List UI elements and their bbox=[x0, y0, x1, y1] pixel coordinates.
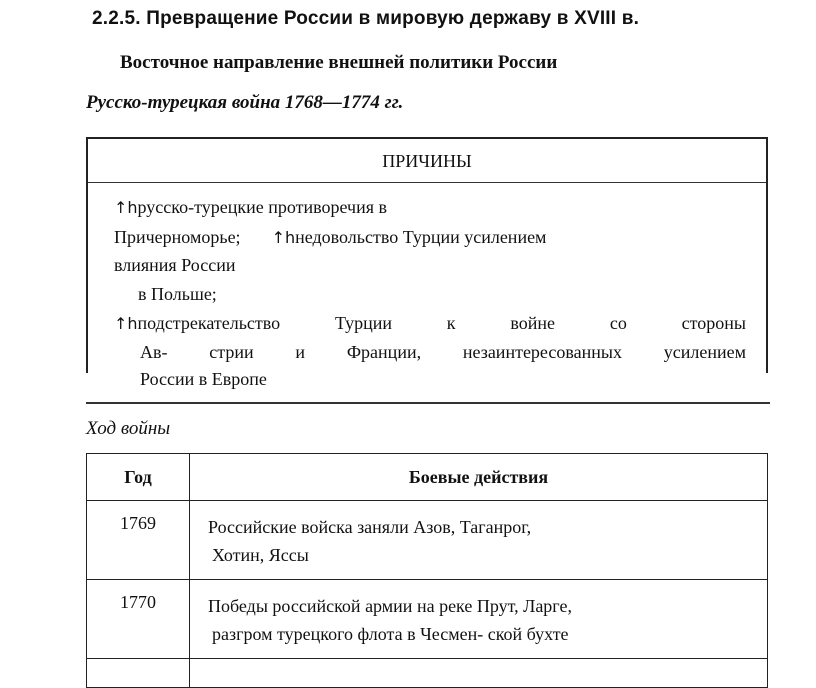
course-title: Ход войны bbox=[86, 418, 171, 439]
actions-line: разгром турецкого флота в Чесмен- ской бухте bbox=[212, 624, 569, 644]
actions-line: Хотин, Яссы bbox=[212, 545, 309, 565]
year-cell: 1769 bbox=[87, 501, 190, 580]
cause-line-6: Ав- стрии и Франции, незаинтересованных усилением bbox=[140, 342, 746, 362]
actions-column-header: Боевые действия bbox=[190, 454, 768, 501]
cause-text: недовольство Турции усилением bbox=[295, 227, 547, 247]
actions-line: Победы российской армии на реке Прут, Ларге, bbox=[208, 596, 572, 616]
cause-text: подстрекательство Турции к войне со стороны bbox=[137, 313, 746, 333]
causes-header: ПРИЧИНЫ bbox=[88, 139, 766, 183]
cause-text: Причерноморье; bbox=[114, 227, 241, 247]
year-cell: 1770 bbox=[87, 580, 190, 659]
actions-cell bbox=[190, 580, 768, 659]
actions-line: Российские войска заняли Азов, Таганрог, bbox=[208, 517, 532, 537]
table-row bbox=[87, 580, 768, 659]
cause-text: русско-турецкие противоречия в bbox=[137, 197, 388, 217]
year-column-header: Год bbox=[87, 454, 190, 501]
subheading: Восточное направление внешней политики России bbox=[120, 52, 558, 73]
actions-cell bbox=[190, 659, 768, 688]
cause-line-4: в Польше; bbox=[138, 284, 217, 304]
cause-line-2 bbox=[114, 227, 546, 248]
cause-line-1 bbox=[114, 197, 387, 218]
year-cell bbox=[87, 659, 190, 688]
arrow-h-marker: ↑h bbox=[114, 198, 138, 217]
cause-line-3: влияния России bbox=[114, 255, 236, 275]
cause-line-5 bbox=[114, 313, 746, 334]
war-title: Русско-турецкая война 1768—1774 гг. bbox=[86, 92, 404, 113]
arrow-h-marker: ↑h bbox=[271, 228, 296, 247]
table-row bbox=[87, 501, 768, 580]
war-events-table bbox=[86, 453, 768, 688]
cause-line-7: России в Европе bbox=[140, 369, 267, 389]
table-row bbox=[87, 659, 768, 688]
table-header-row bbox=[87, 454, 768, 501]
causes-box bbox=[86, 137, 768, 389]
actions-cell bbox=[190, 501, 768, 580]
arrow-h-marker: ↑h bbox=[114, 314, 138, 333]
section-divider bbox=[86, 402, 770, 404]
section-heading: 2.2.5. Превращение России в мировую державу в XVIII в. bbox=[92, 8, 640, 29]
